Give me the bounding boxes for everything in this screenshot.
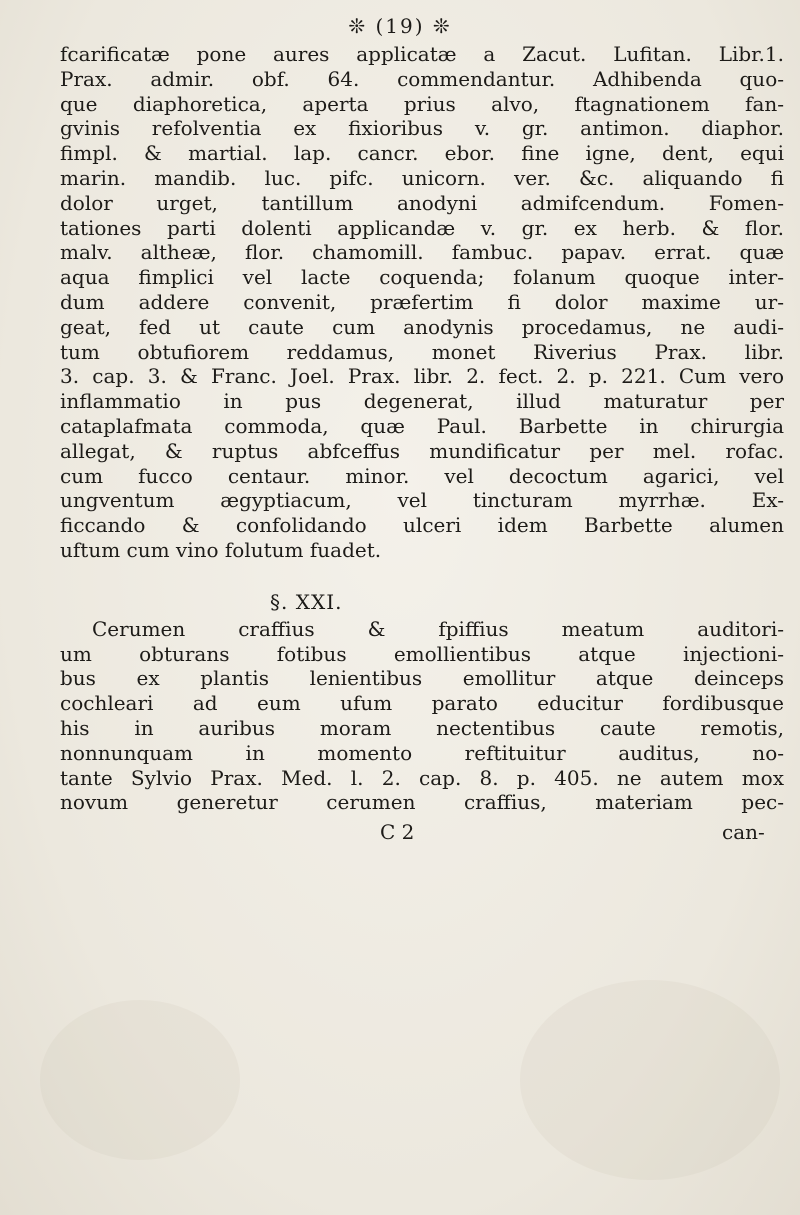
text-line: um obturans fotibus emollientibus atque injectioni- xyxy=(60,641,784,666)
text-line: ungventum ægyptiacum, vel tincturam myrrhæ. Ex- xyxy=(60,488,784,513)
page-header: ❊ (19) ❊ xyxy=(348,14,452,38)
text-line: tante Sylvio Prax. Med. l. 2. cap. 8. p. 405. ne autem mox xyxy=(60,765,784,790)
signature-mark: C 2 xyxy=(380,820,415,844)
body-text xyxy=(60,42,784,815)
text-line: aqua fimplici vel lacte coquenda; folanum quoque inter- xyxy=(60,265,784,290)
text-line: tationes parti dolenti applicandæ v. gr. ex herb. & flor. xyxy=(60,215,784,240)
text-line: que diaphoretica, aperta prius alvo, ftagnationem fan- xyxy=(60,91,784,116)
text-line: his in auribus moram nectentibus caute remotis, xyxy=(60,715,784,740)
text-line: geat, fed ut caute cum anodynis procedamus, ne audi- xyxy=(60,314,784,339)
text-line: Prax. admir. obf. 64. commendantur. Adhibenda quo- xyxy=(60,66,784,91)
text-line: fimpl. & martial. lap. cancr. ebor. fine igne, dent, equi xyxy=(60,141,784,166)
section-heading: §. XXI. xyxy=(270,589,343,614)
text-line: dolor urget, tantillum anodyni admifcendum. Fomen- xyxy=(60,190,784,215)
paper-stain xyxy=(520,980,780,1180)
text-line: ficcando & confolidando ulceri idem Barbette alumen xyxy=(60,513,784,538)
text-line: marin. mandib. luc. pifc. unicorn. ver. &c. aliquando fi xyxy=(60,165,784,190)
text-line: dum addere convenit, præfertim fi dolor maxime ur- xyxy=(60,289,784,314)
text-line: bus ex plantis lenientibus emollitur atque deinceps xyxy=(60,666,784,691)
text-line: uftum cum vino folutum fuadet. xyxy=(60,537,382,562)
text-line: tum obtufiorem reddamus, monet Riverius Prax. libr. xyxy=(60,339,784,364)
text-line: cataplafmata commoda, quæ Paul. Barbette in chirurgia xyxy=(60,413,784,438)
text-line: malv. altheæ, flor. chamomill. fambuc. papav. errat. quæ xyxy=(60,240,784,265)
text-line: gvinis refolventia ex fixioribus v. gr. antimon. diaphor. xyxy=(60,116,784,141)
text-line: nonnunquam in momento reftituitur auditus, no- xyxy=(60,740,784,765)
text-line: novum generetur cerumen craffius, materiam pec- xyxy=(60,790,784,815)
text-line: cochleari ad eum ufum parato educitur fordibusque xyxy=(60,691,784,716)
text-line: cum fucco centaur. minor. vel decoctum agarici, vel xyxy=(60,463,784,488)
text-line: fcarificatæ pone aures applicatæ a Zacut. Lufitan. Libr.1. xyxy=(60,42,784,66)
text-line: Cerumen craffius & fpiffius meatum auditori- xyxy=(92,616,784,641)
text-line: 3. cap. 3. & Franc. Joel. Prax. libr. 2. fect. 2. p. 221. Cum vero xyxy=(60,364,784,389)
catchword: can- xyxy=(722,820,765,844)
paper-stain xyxy=(40,1000,240,1160)
text-line: inflammatio in pus degenerat, illud maturatur per xyxy=(60,389,784,414)
text-line: allegat, & ruptus abfceffus mundificatur per mel. rofac. xyxy=(60,438,784,463)
